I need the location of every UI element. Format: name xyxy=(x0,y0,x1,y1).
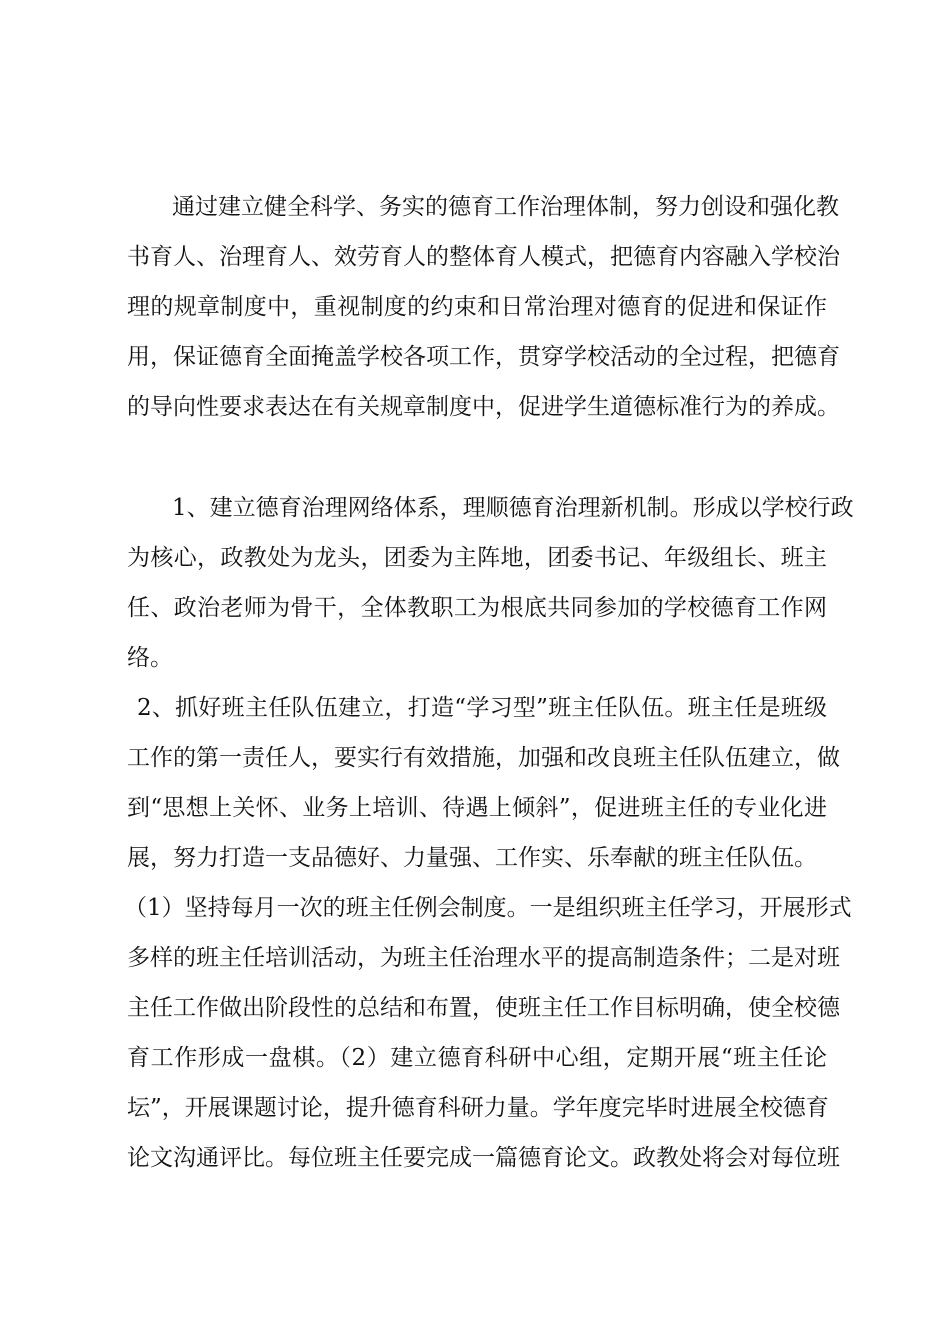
paragraph-3-line-4: 展，努力打造一支品德好、力量强、工作实、乐奉献的班主任队伍。 xyxy=(127,845,817,871)
paragraph-3-line-1: 2、抓好班主任队伍建立，打造“学习型”班主任队伍。班主任是班级 xyxy=(137,695,827,721)
paragraph-4-line-2: 多样的班主任培训活动，为班主任治理水平的提高制造条件；二是对班 xyxy=(127,945,840,971)
paragraph-4-line-6: 论文沟通评比。每位班主任要完成一篇德育论文。政教处将会对每位班 xyxy=(127,1145,840,1171)
paragraph-1-line-2: 书育人、治理育人、效劳育人的整体育人模式，把德育内容融入学校治 xyxy=(127,244,840,270)
paragraph-2-line-4: 络。 xyxy=(127,645,173,671)
paragraph-2-line-1: 1、建立德育治理网络体系，理顺德育治理新机制。形成以学校行政 xyxy=(172,495,854,521)
paragraph-4-line-3: 主任工作做出阶段性的总结和布置，使班主任工作目标明确，使全校德 xyxy=(127,995,840,1021)
paragraph-2-line-2: 为核心，政教处为龙头，团委为主阵地，团委书记、年级组长、班主 xyxy=(127,545,827,571)
paragraph-1-line-1: 通过建立健全科学、务实的德育工作治理体制，努力创设和强化教 xyxy=(172,194,839,220)
paragraph-3-line-2: 工作的第一责任人，要实行有效措施，加强和改良班主任队伍建立，做 xyxy=(127,745,840,771)
paragraph-2-line-3: 任、政治老师为骨干，全体教职工为根底共同参加的学校德育工作网 xyxy=(127,595,827,621)
paragraph-4-line-5: 坛”，开展课题讨论，提升德育科研力量。学年度完毕时进展全校德育 xyxy=(127,1095,829,1121)
paragraph-3-line-3: 到“思想上关怀、业务上培训、待遇上倾斜”，促进班主任的专业化进 xyxy=(127,795,827,821)
paragraph-4-line-1: （1）坚持每月一次的班主任例会制度。一是组织班主任学习，开展形式 xyxy=(124,895,852,921)
paragraph-1-line-4: 用，保证德育全面掩盖学校各项工作，贯穿学校活动的全过程，把德育 xyxy=(127,344,840,370)
paragraph-1-line-3: 理的规章制度中，重视制度的约束和日常治理对德育的促进和保证作 xyxy=(127,294,827,320)
paragraph-1-line-5: 的导向性要求表达在有关规章制度中，促进学生道德标准行为的养成。 xyxy=(127,394,840,420)
paragraph-4-line-4: 育工作形成一盘棋。（2）建立德育科研中心组，定期开展“班主任论 xyxy=(127,1045,827,1071)
